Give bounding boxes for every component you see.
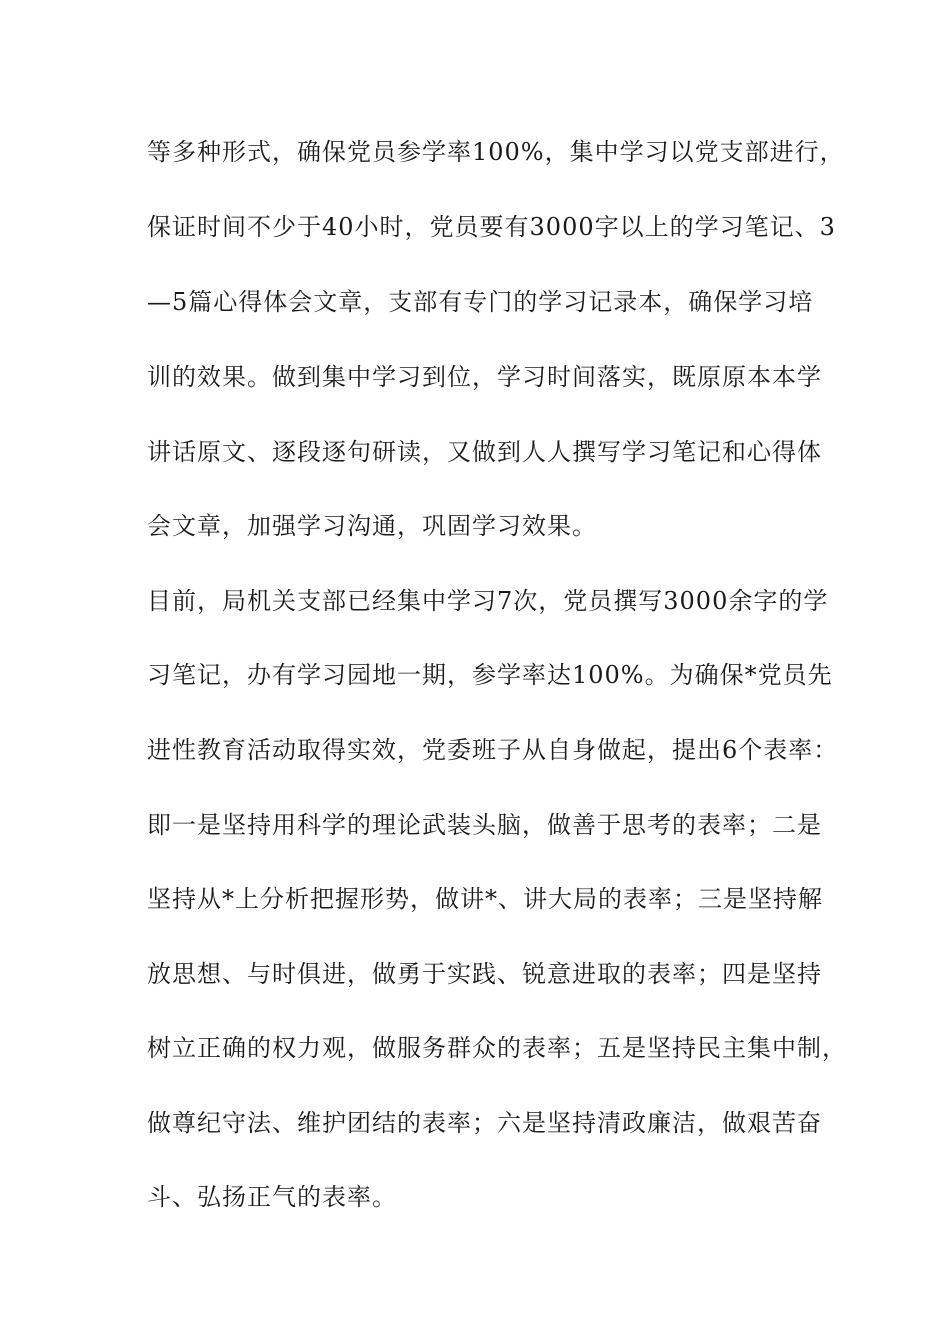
text-line: 做尊纪守法、维护团结的表率；六是坚持清政廉洁，做艰苦奋 <box>147 1109 822 1137</box>
text-line: 等多种形式，确保党员参学率100%，集中学习以党支部进行， <box>147 138 845 166</box>
text-line: 斗、弘扬正气的表率。 <box>147 1183 397 1211</box>
text-line: 讲话原文、逐段逐句研读，又做到人人撰写学习笔记和心得体 <box>147 438 822 466</box>
text-line: 树立正确的权力观，做服务群众的表率；五是坚持民主集中制， <box>147 1034 847 1062</box>
text-line: 目前，局机关支部已经集中学习7次，党员撰写3000余字的学 <box>147 587 829 615</box>
text-line: 坚持从*上分析把握形势，做讲*、讲大局的表率；三是坚持解 <box>147 885 823 913</box>
text-line: 即一是坚持用科学的理论武装头脑，做善于思考的表率；二是 <box>147 811 822 839</box>
text-line: 习笔记，办有学习园地一期，参学率达100%。为确保*党员先 <box>147 661 833 689</box>
text-line: 放思想、与时俱进，做勇于实践、锐意进取的表率；四是坚持 <box>147 960 822 988</box>
text-line: 保证时间不少于40小时，党员要有3000字以上的学习笔记、3 <box>147 213 836 241</box>
text-line: —5篇心得体会文章，支部有专门的学习记录本，确保学习培 <box>147 288 814 316</box>
text-line: 进性教育活动取得实效，党委班子从自身做起，提出6个表率： <box>147 736 839 764</box>
text-line: 训的效果。做到集中学习到位，学习时间落实，既原原本本学 <box>147 363 822 391</box>
text-line: 会文章，加强学习沟通，巩固学习效果。 <box>147 512 597 540</box>
